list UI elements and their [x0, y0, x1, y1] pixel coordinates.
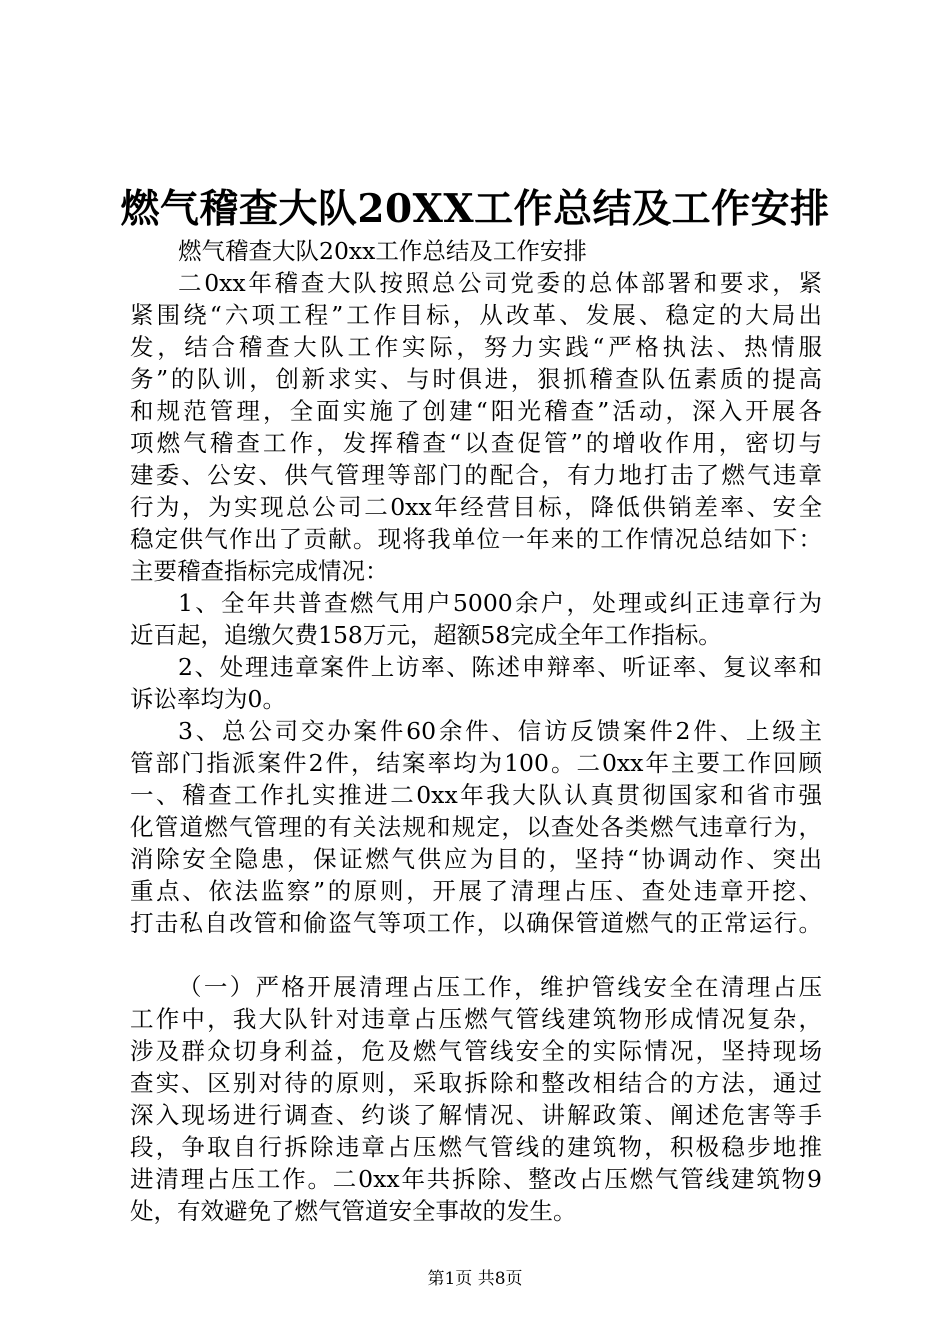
body-line: 行为，为实现总公司二0xx年经营目标，降低供销差率、安全 — [130, 493, 822, 521]
body-line: 涉及群众切身利益，危及燃气管线安全的实际情况，坚持现场 — [130, 1037, 822, 1065]
body-line: （一）严格开展清理占压工作，维护管线安全在清理占压 — [178, 973, 822, 1001]
body-line: 务”的队训，创新求实、与时俱进，狠抓稽查队伍素质的提高 — [130, 365, 822, 393]
page-footer: 第1页 共8页 — [427, 1269, 523, 1289]
body-line: 发，结合稽查大队工作实际，努力实践“严格执法、热情服 — [130, 333, 822, 361]
body-line: 管部门指派案件2件，结案率均为100。二0xx年主要工作回顾 — [130, 749, 822, 777]
body-line: 3、总公司交办案件60余件、信访反馈案件2件、上级主 — [178, 717, 822, 745]
body-line: 近百起，追缴欠费158万元，超额58完成全年工作指标。 — [130, 621, 722, 649]
body-line: 二0xx年稽查大队按照总公司党委的总体部署和要求，紧 — [178, 269, 822, 297]
body-line: 消除安全隐患，保证燃气供应为目的，坚持“协调动作、突出 — [130, 845, 822, 873]
body-line: 化管道燃气管理的有关法规和规定，以查处各类燃气违章行为， — [130, 813, 822, 841]
body-line: 深入现场进行调查、约谈了解情况、讲解政策、阐述危害等手 — [130, 1101, 822, 1129]
body-line: 打击私自改管和偷盗气等项工作，以确保管道燃气的正常运行。 — [130, 909, 822, 937]
document-title: 燃气稽查大队20XX工作总结及工作安排 — [120, 186, 830, 232]
body-line: 段，争取自行拆除违章占压燃气管线的建筑物，积极稳步地推 — [130, 1133, 822, 1161]
body-line: 重点、依法监察”的原则，开展了清理占压、查处违章开挖、 — [130, 877, 822, 905]
body-line: 紧围绕“六项工程”工作目标，从改革、发展、稳定的大局出 — [130, 301, 822, 329]
body-line: 项燃气稽查工作，发挥稽查“以查促管”的增收作用，密切与 — [130, 429, 822, 457]
body-line: 诉讼率均为0。 — [130, 685, 286, 713]
body-line: 稳定供气作出了贡献。现将我单位一年来的工作情况总结如下： — [130, 525, 822, 553]
body-line: 建委、公安、供气管理等部门的配合，有力地打击了燃气违章 — [130, 461, 822, 489]
body-line: 和规范管理，全面实施了创建“阳光稽查”活动，深入开展各 — [130, 397, 822, 425]
body-line: 查实、区别对待的原则，采取拆除和整改相结合的方法，通过 — [130, 1069, 822, 1097]
body-line: 1、全年共普查燃气用户5000余户，处理或纠正违章行为 — [178, 589, 822, 617]
body-line: 2、处理违章案件上访率、陈述申辩率、听证率、复议率和 — [178, 653, 822, 681]
body-line: 主要稽查指标完成情况： — [130, 557, 389, 585]
body-line: 一、稽查工作扎实推进二0xx年我大队认真贯彻国家和省市强 — [130, 781, 822, 809]
body-line: 进清理占压工作。二0xx年共拆除、整改占压燃气管线建筑物9 — [130, 1165, 822, 1193]
body-line: 燃气稽查大队20xx工作总结及工作安排 — [178, 237, 587, 265]
body-line: 工作中，我大队针对违章占压燃气管线建筑物形成情况复杂， — [130, 1005, 822, 1033]
body-line: 处，有效避免了燃气管道安全事故的发生。 — [130, 1197, 577, 1225]
